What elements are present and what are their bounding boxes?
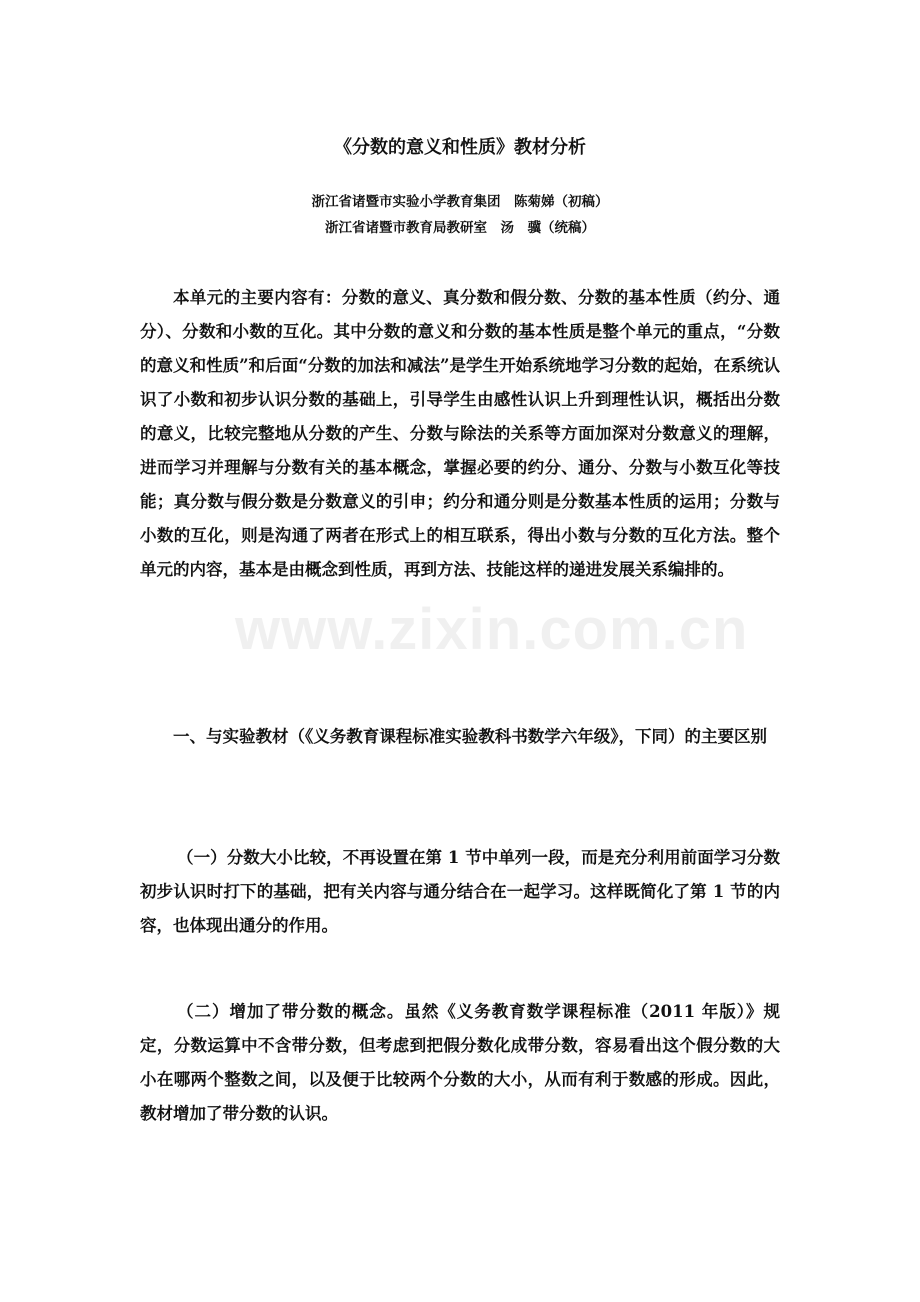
intro-paragraph: 本单元的主要内容有：分数的意义、真分数和假分数、分数的基本性质（约分、通分）、分数和小数的互化。其中分数的意义和分数的基本性质是整个单元的重点，“分数的意义和性质”和后面“分数的加法和减法”是学生开始系统地学习分数的起始，在系统认识了小数和初步认识分数的基础上，引导学生由感性认识上升到理性认识，概括出分数的意义，比较完整地从分数的产生、分数与除法的关系等方面加深对分数意义的理解，进而学习并理解与分数有关的基本概念，掌握必要的约分、通分、分数与小数互化等技能；真分数与假分数是分数意义的引申；约分和通分则是分数基本性质的运用；分数与小数的互化，则是沟通了两者在形式上的相互联系，得出小数与分数的互化方法。整个单元的内容，基本是由概念到性质，再到方法、技能这样的递进发展关系编排的。	[140, 288, 780, 579]
point-two-paragraph: （二）增加了带分数的概念。虽然《义务教育数学课程标准（2011 年版）》规定，分数运算中不含带分数，但考虑到把假分数化成带分数，容易看出这个假分数的大小在哪两个整数之间，以及便于比较两个分数的大小，从而有利于数感的形成。因此，教材增加了带分数的认识。	[140, 1002, 780, 1123]
point-one-paragraph: （一）分数大小比较，不再设置在第 1 节中单列一段，而是充分利用前面学习分数初步认识时打下的基础，把有关内容与通分结合在一起学习。这样既简化了第 1 节的内容，也体现出通分的作用。	[140, 848, 780, 935]
document-title: 《分数的意义和性质》教材分析	[334, 137, 586, 158]
section-heading-differences: 一、与实验教材（《义务教育课程标准实验教科书数学六年级》，下同）的主要区别	[173, 727, 767, 746]
author-line-final: 浙江省诸暨市教育局教研室 汤 骥（统稿）	[325, 220, 595, 236]
author-line-draft: 浙江省诸暨市实验小学教育集团 陈菊娣（初稿）	[311, 194, 609, 210]
site-watermark: www.zixin.com.cn	[235, 597, 749, 662]
